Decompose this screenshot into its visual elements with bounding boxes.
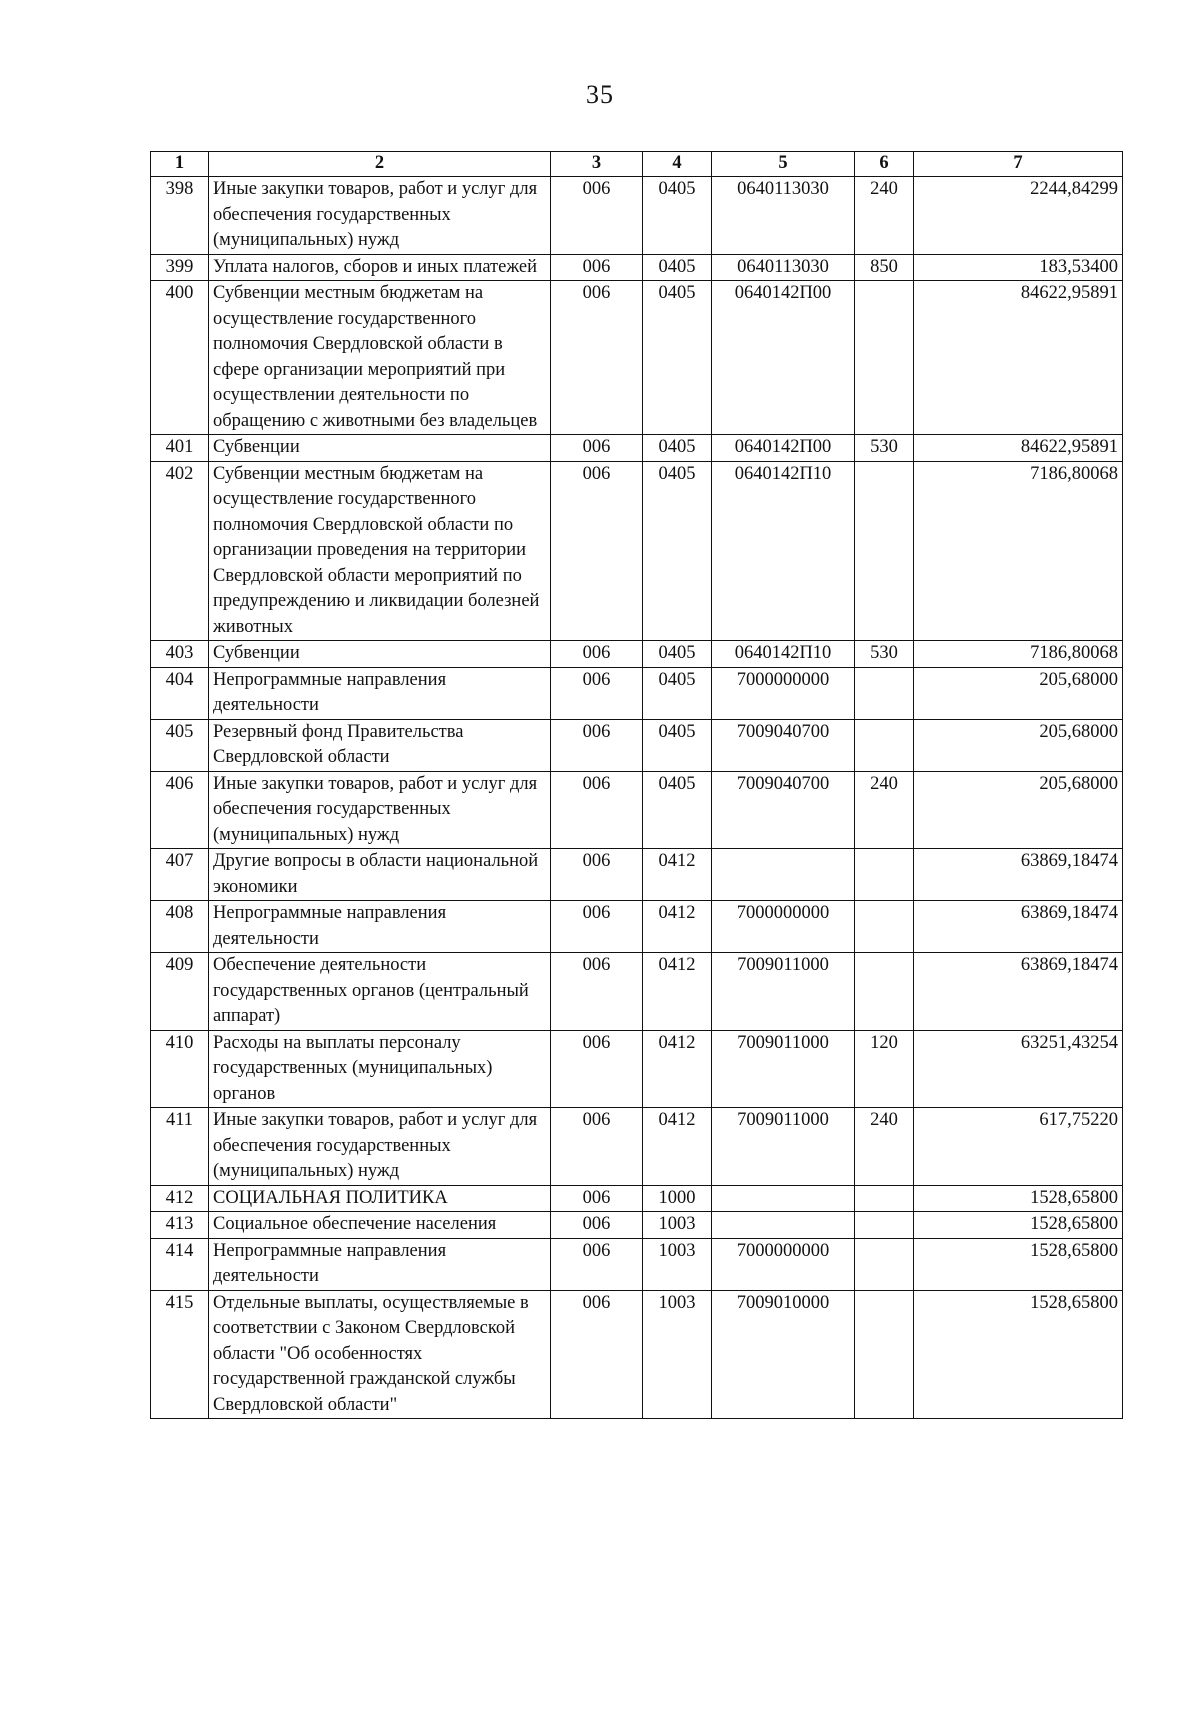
table-row bbox=[151, 641, 1123, 668]
row-expense-type bbox=[855, 953, 914, 1031]
row-section-code: 0405 bbox=[643, 771, 712, 849]
row-number: 398 bbox=[151, 177, 209, 255]
row-target-code: 7009010000 bbox=[712, 1290, 855, 1419]
table-row bbox=[151, 1030, 1123, 1108]
row-name: Иные закупки товаров, работ и услуг для обеспечения государственных (муниципальных) нужд bbox=[209, 771, 551, 849]
row-target-code: 0640142П10 bbox=[712, 641, 855, 668]
row-expense-type bbox=[855, 1185, 914, 1212]
row-number: 412 bbox=[151, 1185, 209, 1212]
row-name: Субвенции местным бюджетам на осуществление государственного полномочия Свердловской области в сфере организации мероприятий при осуществлении деятельности по обращению с животными без владельцев bbox=[209, 281, 551, 435]
row-admin-code: 006 bbox=[551, 281, 643, 435]
row-number: 404 bbox=[151, 667, 209, 719]
row-section-code: 1000 bbox=[643, 1185, 712, 1212]
header-col-3: 3 bbox=[551, 152, 643, 177]
row-target-code: 0640142П00 bbox=[712, 281, 855, 435]
row-target-code bbox=[712, 849, 855, 901]
row-name: Непрограммные направления деятельности bbox=[209, 901, 551, 953]
row-number: 402 bbox=[151, 461, 209, 641]
row-number: 407 bbox=[151, 849, 209, 901]
row-number: 410 bbox=[151, 1030, 209, 1108]
table-row bbox=[151, 849, 1123, 901]
row-section-code: 0405 bbox=[643, 461, 712, 641]
table-row bbox=[151, 1185, 1123, 1212]
table-row bbox=[151, 1212, 1123, 1239]
row-name: Уплата налогов, сборов и иных платежей bbox=[209, 254, 551, 281]
row-number: 406 bbox=[151, 771, 209, 849]
row-expense-type bbox=[855, 1212, 914, 1239]
row-target-code: 7000000000 bbox=[712, 1238, 855, 1290]
table-row bbox=[151, 1108, 1123, 1186]
row-admin-code: 006 bbox=[551, 254, 643, 281]
row-section-code: 0412 bbox=[643, 953, 712, 1031]
row-sum: 1528,65800 bbox=[914, 1290, 1123, 1419]
row-sum: 1528,65800 bbox=[914, 1185, 1123, 1212]
row-target-code: 7000000000 bbox=[712, 901, 855, 953]
row-section-code: 0412 bbox=[643, 901, 712, 953]
row-admin-code: 006 bbox=[551, 1030, 643, 1108]
row-section-code: 0412 bbox=[643, 849, 712, 901]
row-expense-type bbox=[855, 1290, 914, 1419]
row-section-code: 0405 bbox=[643, 435, 712, 462]
row-name: Социальное обеспечение населения bbox=[209, 1212, 551, 1239]
row-section-code: 1003 bbox=[643, 1212, 712, 1239]
row-expense-type bbox=[855, 719, 914, 771]
row-admin-code: 006 bbox=[551, 771, 643, 849]
row-expense-type bbox=[855, 901, 914, 953]
row-name: Обеспечение деятельности государственных органов (центральный аппарат) bbox=[209, 953, 551, 1031]
table-row bbox=[151, 461, 1123, 641]
row-admin-code: 006 bbox=[551, 177, 643, 255]
row-sum: 63869,18474 bbox=[914, 849, 1123, 901]
table-row bbox=[151, 254, 1123, 281]
row-sum: 617,75220 bbox=[914, 1108, 1123, 1186]
row-sum: 1528,65800 bbox=[914, 1212, 1123, 1239]
row-expense-type: 530 bbox=[855, 641, 914, 668]
row-sum: 84622,95891 bbox=[914, 435, 1123, 462]
budget-table bbox=[150, 151, 1123, 1419]
row-name: Субвенции bbox=[209, 641, 551, 668]
row-sum: 84622,95891 bbox=[914, 281, 1123, 435]
row-admin-code: 006 bbox=[551, 849, 643, 901]
table-row bbox=[151, 435, 1123, 462]
row-expense-type: 120 bbox=[855, 1030, 914, 1108]
row-name: Отдельные выплаты, осуществляемые в соответствии с Законом Свердловской области "Об особенностях государственной гражданской службы Свердловской области" bbox=[209, 1290, 551, 1419]
row-admin-code: 006 bbox=[551, 1290, 643, 1419]
row-name: Иные закупки товаров, работ и услуг для обеспечения государственных (муниципальных) нужд bbox=[209, 177, 551, 255]
row-number: 409 bbox=[151, 953, 209, 1031]
row-admin-code: 006 bbox=[551, 641, 643, 668]
row-expense-type: 850 bbox=[855, 254, 914, 281]
row-name: Расходы на выплаты персоналу государственных (муниципальных) органов bbox=[209, 1030, 551, 1108]
row-sum: 205,68000 bbox=[914, 719, 1123, 771]
row-sum: 63869,18474 bbox=[914, 901, 1123, 953]
row-number: 415 bbox=[151, 1290, 209, 1419]
row-target-code: 0640113030 bbox=[712, 254, 855, 281]
row-admin-code: 006 bbox=[551, 667, 643, 719]
row-admin-code: 006 bbox=[551, 901, 643, 953]
row-section-code: 0405 bbox=[643, 641, 712, 668]
page-number: 35 bbox=[586, 80, 614, 109]
row-number: 403 bbox=[151, 641, 209, 668]
row-expense-type: 530 bbox=[855, 435, 914, 462]
row-target-code: 7009011000 bbox=[712, 953, 855, 1031]
row-number: 399 bbox=[151, 254, 209, 281]
row-admin-code: 006 bbox=[551, 435, 643, 462]
row-sum: 63251,43254 bbox=[914, 1030, 1123, 1108]
table-row bbox=[151, 177, 1123, 255]
row-number: 400 bbox=[151, 281, 209, 435]
row-target-code bbox=[712, 1185, 855, 1212]
header-col-6: 6 bbox=[855, 152, 914, 177]
row-number: 405 bbox=[151, 719, 209, 771]
row-name: Иные закупки товаров, работ и услуг для обеспечения государственных (муниципальных) нужд bbox=[209, 1108, 551, 1186]
row-expense-type bbox=[855, 849, 914, 901]
row-admin-code: 006 bbox=[551, 953, 643, 1031]
row-admin-code: 006 bbox=[551, 1108, 643, 1186]
table-body bbox=[151, 177, 1123, 1419]
row-number: 413 bbox=[151, 1212, 209, 1239]
row-target-code bbox=[712, 1212, 855, 1239]
row-number: 401 bbox=[151, 435, 209, 462]
row-name: Субвенции местным бюджетам на осуществление государственного полномочия Свердловской области по организации проведения на территории Свердловской области мероприятий по предупреждению и ликвидации болезней животных bbox=[209, 461, 551, 641]
row-target-code: 7009040700 bbox=[712, 719, 855, 771]
row-sum: 7186,80068 bbox=[914, 461, 1123, 641]
header-col-2: 2 bbox=[209, 152, 551, 177]
table-row bbox=[151, 719, 1123, 771]
row-number: 408 bbox=[151, 901, 209, 953]
row-target-code: 0640142П00 bbox=[712, 435, 855, 462]
row-section-code: 0412 bbox=[643, 1030, 712, 1108]
row-target-code: 7009040700 bbox=[712, 771, 855, 849]
row-expense-type bbox=[855, 667, 914, 719]
row-name: Непрограммные направления деятельности bbox=[209, 1238, 551, 1290]
row-number: 414 bbox=[151, 1238, 209, 1290]
table-row bbox=[151, 901, 1123, 953]
row-target-code: 7000000000 bbox=[712, 667, 855, 719]
row-name: Субвенции bbox=[209, 435, 551, 462]
row-target-code: 0640142П10 bbox=[712, 461, 855, 641]
table-header-row bbox=[151, 152, 1123, 177]
row-expense-type: 240 bbox=[855, 1108, 914, 1186]
row-section-code: 1003 bbox=[643, 1290, 712, 1419]
row-sum: 63869,18474 bbox=[914, 953, 1123, 1031]
row-sum: 205,68000 bbox=[914, 667, 1123, 719]
row-admin-code: 006 bbox=[551, 1238, 643, 1290]
row-section-code: 0405 bbox=[643, 719, 712, 771]
row-expense-type bbox=[855, 281, 914, 435]
table-row bbox=[151, 953, 1123, 1031]
row-target-code: 7009011000 bbox=[712, 1108, 855, 1186]
row-number: 411 bbox=[151, 1108, 209, 1186]
row-expense-type bbox=[855, 461, 914, 641]
header-col-1: 1 bbox=[151, 152, 209, 177]
row-section-code: 0405 bbox=[643, 177, 712, 255]
row-section-code: 1003 bbox=[643, 1238, 712, 1290]
row-name: Резервный фонд Правительства Свердловской области bbox=[209, 719, 551, 771]
row-admin-code: 006 bbox=[551, 1212, 643, 1239]
row-sum: 1528,65800 bbox=[914, 1238, 1123, 1290]
table-row bbox=[151, 1238, 1123, 1290]
row-name: СОЦИАЛЬНАЯ ПОЛИТИКА bbox=[209, 1185, 551, 1212]
row-sum: 183,53400 bbox=[914, 254, 1123, 281]
table-row bbox=[151, 1290, 1123, 1419]
row-expense-type: 240 bbox=[855, 177, 914, 255]
row-expense-type: 240 bbox=[855, 771, 914, 849]
header-col-7: 7 bbox=[914, 152, 1123, 177]
table-row bbox=[151, 281, 1123, 435]
row-section-code: 0405 bbox=[643, 667, 712, 719]
row-admin-code: 006 bbox=[551, 1185, 643, 1212]
table-row bbox=[151, 771, 1123, 849]
row-sum: 7186,80068 bbox=[914, 641, 1123, 668]
table-row bbox=[151, 667, 1123, 719]
row-sum: 2244,84299 bbox=[914, 177, 1123, 255]
row-target-code: 0640113030 bbox=[712, 177, 855, 255]
row-sum: 205,68000 bbox=[914, 771, 1123, 849]
header-col-4: 4 bbox=[643, 152, 712, 177]
row-admin-code: 006 bbox=[551, 461, 643, 641]
row-name: Другие вопросы в области национальной экономики bbox=[209, 849, 551, 901]
row-expense-type bbox=[855, 1238, 914, 1290]
header-col-5: 5 bbox=[712, 152, 855, 177]
row-target-code: 7009011000 bbox=[712, 1030, 855, 1108]
row-admin-code: 006 bbox=[551, 719, 643, 771]
row-section-code: 0412 bbox=[643, 1108, 712, 1186]
row-section-code: 0405 bbox=[643, 254, 712, 281]
row-name: Непрограммные направления деятельности bbox=[209, 667, 551, 719]
row-section-code: 0405 bbox=[643, 281, 712, 435]
